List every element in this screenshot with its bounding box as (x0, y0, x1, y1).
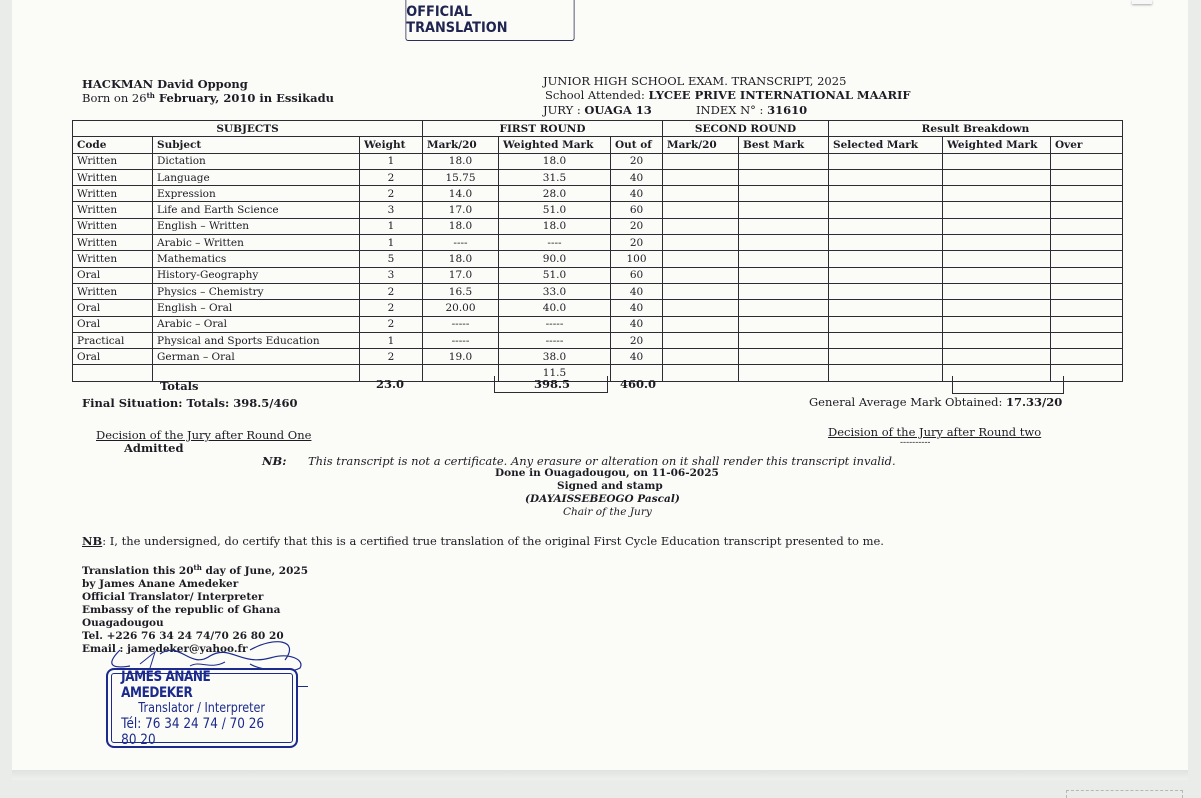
cell-code: Oral (73, 300, 153, 316)
cell-empty (663, 316, 739, 332)
cell-weight: 2 (360, 186, 423, 202)
cell-empty (943, 235, 1051, 251)
col-code: Code (73, 137, 153, 153)
translator-name: by James Anane Amedeker (82, 578, 239, 590)
cell-empty (943, 300, 1051, 316)
cell-empty (829, 218, 943, 234)
cell-code: Written (73, 153, 153, 169)
cell-code: Practical (73, 332, 153, 348)
cell-code: Written (73, 235, 153, 251)
cell-mark: ----- (423, 316, 499, 332)
cell-empty (1051, 169, 1123, 185)
cell-weighted: 11.5 (499, 365, 611, 381)
cell-empty (829, 251, 943, 267)
nb-notice: This transcript is not a certificate. Any erasure or alteration on it shall render this transcript invalid. (308, 454, 896, 468)
average-box (952, 376, 1064, 394)
cell-outof: 60 (611, 202, 663, 218)
decision-round-one: Decision of the Jury after Round One (96, 428, 312, 442)
translator-stamp (106, 668, 298, 748)
cell-empty (943, 186, 1051, 202)
cell-empty (829, 186, 943, 202)
table-row (73, 349, 1123, 365)
cell-empty (829, 332, 943, 348)
col-selected-mark: Selected Mark (829, 137, 943, 153)
cell-subject: Expression (153, 186, 360, 202)
table-row (73, 202, 1123, 218)
cell-empty (739, 267, 829, 283)
birth-info: Born on 26th February, 2010 in Essikadu (82, 91, 334, 105)
col-over: Over (1051, 137, 1123, 153)
cell-empty (663, 332, 739, 348)
cell-weighted: 90.0 (499, 251, 611, 267)
cell-empty (829, 153, 943, 169)
cell-mark: 19.0 (423, 349, 499, 365)
cell-empty (829, 300, 943, 316)
cell-empty (829, 316, 943, 332)
table-row (73, 300, 1123, 316)
cell-empty (663, 251, 739, 267)
cell-mark: 17.0 (423, 267, 499, 283)
student-name: HACKMAN David Oppong (82, 77, 248, 91)
table-row (73, 283, 1123, 299)
cell-empty (1051, 316, 1123, 332)
totals-weighted: 398.5 (534, 377, 571, 391)
cell-empty (1051, 153, 1123, 169)
nb-label: NB: (262, 454, 287, 468)
translator-email: Email : jamedeker@yahoo.fr (82, 643, 248, 655)
col-weight: Weight (360, 137, 423, 153)
cell-mark (423, 365, 499, 381)
cell-empty (739, 169, 829, 185)
cell-empty (663, 202, 739, 218)
done-in: Done in Ouagadougou, on 11-06-2025 (495, 467, 719, 479)
cell-empty (943, 153, 1051, 169)
cell-empty (663, 235, 739, 251)
cell-empty (1051, 186, 1123, 202)
stamp-tel: Tél: 76 34 24 74 / 70 26 80 20 (121, 715, 265, 748)
school-attended: School Attended: LYCEE PRIVE INTERNATIONAL MAARIF (545, 88, 911, 102)
cell-subject: Arabic – Oral (153, 316, 360, 332)
cell-weighted: 28.0 (499, 186, 611, 202)
translation-date: Translation this 20th day of June, 2025 (82, 563, 309, 577)
cell-outof: 60 (611, 267, 663, 283)
decision-round-two: Decision of the Jury after Round two (828, 425, 1042, 439)
decision-round-two-blank: ---------- (900, 438, 931, 448)
cell-empty (739, 365, 829, 381)
cell-weight: 1 (360, 218, 423, 234)
cell-empty (663, 300, 739, 316)
cell-empty (739, 251, 829, 267)
chair-name: (DAYAISSEBEOGO Pascal) (525, 493, 680, 505)
table-row (73, 332, 1123, 348)
col-weighted-mark: Weighted Mark (499, 137, 611, 153)
cell-empty (1051, 349, 1123, 365)
cell-weight: 1 (360, 332, 423, 348)
cell-empty (663, 153, 739, 169)
cell-empty (943, 316, 1051, 332)
cell-mark: 18.0 (423, 251, 499, 267)
cell-empty (829, 267, 943, 283)
col-mark: Mark/20 (423, 137, 499, 153)
cell-empty (1051, 300, 1123, 316)
cell-code (73, 365, 153, 381)
cell-empty (739, 186, 829, 202)
certification-statement: NB: I, the undersigned, do certify that this is a certified true translation of the original First Cycle Education transcript presented to me. (82, 534, 884, 548)
table-row (73, 153, 1123, 169)
cell-empty (943, 169, 1051, 185)
group-result-breakdown: Result Breakdown (829, 121, 1123, 137)
cell-weighted: 51.0 (499, 267, 611, 283)
cell-subject: Mathematics (153, 251, 360, 267)
col-result-weighted-mark: Weighted Mark (943, 137, 1051, 153)
cell-weight: 1 (360, 235, 423, 251)
jury-info: JURY : OUAGA 13 (543, 103, 652, 117)
cell-weighted: 33.0 (499, 283, 611, 299)
cell-empty (943, 283, 1051, 299)
cell-subject: Language (153, 169, 360, 185)
cell-empty (739, 202, 829, 218)
cell-subject: English – Written (153, 218, 360, 234)
cell-weighted: 18.0 (499, 218, 611, 234)
admitted-status: Admitted (124, 441, 184, 455)
transcript-table (72, 120, 1123, 382)
totals-label: Totals (160, 379, 199, 393)
cell-empty (829, 365, 943, 381)
cell-weight: 3 (360, 202, 423, 218)
official-translation-label: OFFICIAL TRANSLATION (405, 0, 574, 41)
page-shadow (12, 770, 1188, 780)
cell-outof: 40 (611, 316, 663, 332)
cell-subject: History-Geography (153, 267, 360, 283)
table-row (73, 235, 1123, 251)
cell-mark: 17.0 (423, 202, 499, 218)
translator-role: Official Translator/ Interpreter (82, 591, 264, 603)
signed-stamp: Signed and stamp (557, 480, 663, 492)
cell-empty (1051, 235, 1123, 251)
cell-empty (829, 349, 943, 365)
cell-subject: English – Oral (153, 300, 360, 316)
cell-weight: 2 (360, 349, 423, 365)
translator-city: Ouagadougou (82, 617, 164, 629)
col-best-mark: Best Mark (739, 137, 829, 153)
table-row (73, 251, 1123, 267)
translator-phone: Tel. +226 76 34 24 74/70 26 80 20 (82, 630, 284, 642)
cell-code: Written (73, 169, 153, 185)
chair-title: Chair of the Jury (563, 506, 652, 518)
cell-weighted: ----- (499, 332, 611, 348)
cell-code: Written (73, 202, 153, 218)
cell-weighted: ---- (499, 235, 611, 251)
group-first-round: FIRST ROUND (423, 121, 663, 137)
general-average: General Average Mark Obtained: 17.33/20 (809, 395, 1063, 409)
table-row (73, 218, 1123, 234)
cell-subject: Physics – Chemistry (153, 283, 360, 299)
cell-empty (739, 235, 829, 251)
cell-weighted: 18.0 (499, 153, 611, 169)
cell-empty (943, 251, 1051, 267)
cell-weighted: 38.0 (499, 349, 611, 365)
cell-code: Written (73, 186, 153, 202)
index-number: INDEX N° : 31610 (696, 103, 808, 117)
col-subject: Subject (153, 137, 360, 153)
cell-outof: 20 (611, 235, 663, 251)
cell-empty (739, 349, 829, 365)
cell-subject: Life and Earth Science (153, 202, 360, 218)
cell-outof: 20 (611, 332, 663, 348)
cell-empty (1051, 202, 1123, 218)
cell-empty (829, 202, 943, 218)
table-row (73, 267, 1123, 283)
cell-empty (829, 283, 943, 299)
cell-empty (1051, 218, 1123, 234)
col-out-of: Out of (611, 137, 663, 153)
cell-empty (943, 349, 1051, 365)
col-second-mark: Mark/20 (663, 137, 739, 153)
totals-weight: 23.0 (376, 377, 405, 391)
cell-empty (739, 218, 829, 234)
translator-embassy: Embassy of the republic of Ghana (82, 604, 281, 616)
cell-mark: 20.00 (423, 300, 499, 316)
cell-weight: 2 (360, 283, 423, 299)
cell-mark: 15.75 (423, 169, 499, 185)
cell-subject: German – Oral (153, 349, 360, 365)
cell-weight: 5 (360, 251, 423, 267)
group-subjects: SUBJECTS (73, 121, 423, 137)
cell-mark: 18.0 (423, 153, 499, 169)
cell-empty (663, 186, 739, 202)
cell-empty (663, 267, 739, 283)
page-edge-mark (1132, 0, 1152, 4)
cell-weight: 3 (360, 267, 423, 283)
table-group-header (73, 121, 1123, 137)
cell-mark: 18.0 (423, 218, 499, 234)
cell-code: Oral (73, 316, 153, 332)
cell-outof: 20 (611, 153, 663, 169)
cell-subject: Physical and Sports Education (153, 332, 360, 348)
cell-code: Written (73, 218, 153, 234)
final-situation: Final Situation: Totals: 398.5/460 (82, 396, 298, 410)
cell-code: Oral (73, 267, 153, 283)
cell-weighted: ----- (499, 316, 611, 332)
cell-outof: 40 (611, 169, 663, 185)
cell-empty (739, 300, 829, 316)
cell-outof: 40 (611, 283, 663, 299)
cell-empty (1051, 251, 1123, 267)
cell-outof: 20 (611, 218, 663, 234)
table-row (73, 316, 1123, 332)
cell-empty (1051, 332, 1123, 348)
stamp-name: JAMES ANANE AMEDEKER (121, 668, 211, 701)
cell-weight: 2 (360, 316, 423, 332)
cell-subject: Dictation (153, 153, 360, 169)
cell-code: Oral (73, 349, 153, 365)
stamp-role: Translator / Interpreter (138, 700, 266, 716)
cell-empty (943, 332, 1051, 348)
cell-empty (739, 283, 829, 299)
cell-mark: ----- (423, 332, 499, 348)
cell-empty (739, 332, 829, 348)
cell-weighted: 31.5 (499, 169, 611, 185)
cell-mark: 14.0 (423, 186, 499, 202)
cell-subject: Arabic – Written (153, 235, 360, 251)
cell-mark: 16.5 (423, 283, 499, 299)
stamp-dash (298, 686, 308, 687)
cell-empty (663, 365, 739, 381)
cell-empty (943, 267, 1051, 283)
table-row (73, 186, 1123, 202)
table-column-header (73, 137, 1123, 153)
cell-empty (663, 218, 739, 234)
cell-weighted: 51.0 (499, 202, 611, 218)
cell-empty (663, 169, 739, 185)
cell-empty (829, 169, 943, 185)
cell-code: Written (73, 251, 153, 267)
totals-out-of: 460.0 (620, 377, 657, 391)
cell-empty (943, 218, 1051, 234)
cell-outof: 100 (611, 251, 663, 267)
cell-weight: 1 (360, 153, 423, 169)
cell-outof: 40 (611, 186, 663, 202)
cell-empty (663, 349, 739, 365)
cell-weight: 2 (360, 169, 423, 185)
cell-empty (739, 153, 829, 169)
cell-outof: 40 (611, 300, 663, 316)
cell-outof: 40 (611, 349, 663, 365)
cell-empty (1051, 267, 1123, 283)
cell-weight: 2 (360, 300, 423, 316)
cell-code: Written (73, 283, 153, 299)
cell-empty (1051, 283, 1123, 299)
cell-empty (829, 235, 943, 251)
cell-empty (663, 283, 739, 299)
table-row (73, 169, 1123, 185)
group-second-round: SECOND ROUND (663, 121, 829, 137)
cell-empty (943, 202, 1051, 218)
cell-weighted: 40.0 (499, 300, 611, 316)
exam-title: JUNIOR HIGH SCHOOL EXAM. TRANSCRIPT, 2025 (543, 74, 847, 88)
cell-mark: ---- (423, 235, 499, 251)
cell-empty (739, 316, 829, 332)
